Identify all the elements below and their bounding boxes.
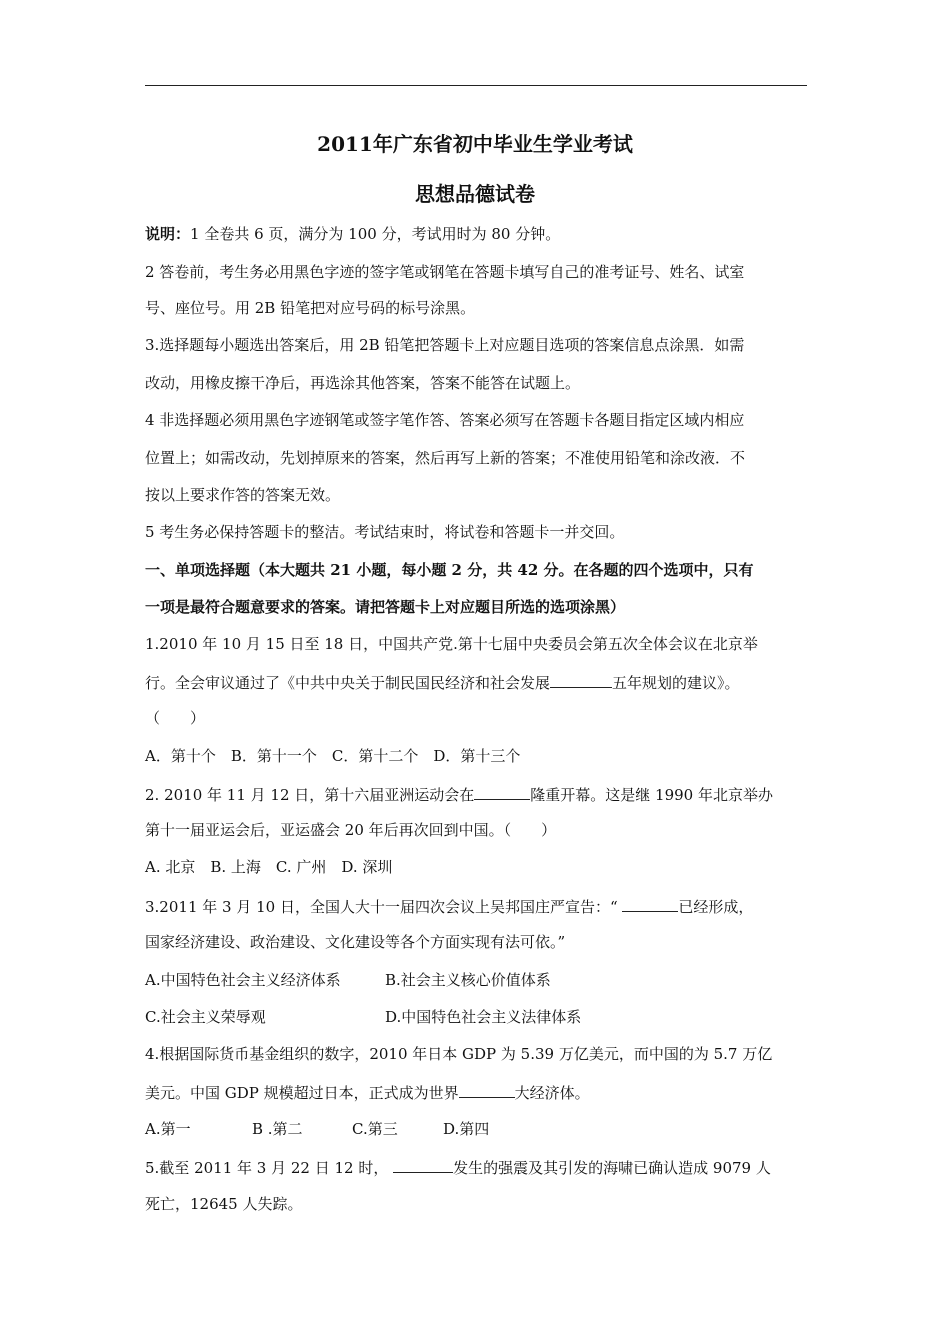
q5-line-a [145, 1156, 810, 1178]
section1-header-a: 一、单项选择题（本大题共 21 小题，每小题 2 分，共 42 分。在各题的四个选项中，只有 [145, 561, 754, 579]
q4-option-b: B .第二 [252, 1120, 303, 1138]
q4-line-b-pre: 美元。中国 GDP 规模超过日本，正式成为世界 [145, 1084, 459, 1102]
q4-line-a: 4.根据国际货币基金组织的数字，2010 年日本 GDP 为 5.39 万亿美元，而中国的为 5.7 万亿 [145, 1045, 773, 1063]
q5-line-a-post: 发生的强震及其引发的海啸已确认造成 9079 人 [453, 1159, 771, 1177]
q3-line-a [145, 895, 810, 917]
header-rule [145, 85, 807, 86]
q3-option-c: C.社会主义荣辱观 [145, 1008, 266, 1026]
q2-line-a-pre: 2. 2010 年 11 月 12 日，第十六届亚洲运动会在 [145, 786, 475, 804]
q3-option-a: A.中国特色社会主义经济体系 [145, 971, 341, 989]
q1-options: A．第十个 B．第十一个 C．第十二个 D．第十三个 [145, 747, 521, 765]
q4-answer-blank [459, 1081, 515, 1098]
instructions-label: 说明： [145, 225, 191, 243]
q3-line-b: 国家经济建设、政治建设、文化建设等各个方面实现有法可依。” [145, 933, 566, 951]
q1-line-b-post: 五年规划的建议》。 [612, 674, 740, 692]
q1-line-b-pre: 行。全会审议通过了《中共中央关于制民国民经济和社会发展 [145, 674, 551, 692]
exam-subtitle: 思想品德试卷 [415, 182, 535, 206]
instruction-3a: 3.选择题每小题选出答案后，用 2B 铅笔把答题卡上对应题目选项的答案信息点涂黑．如需 [145, 336, 745, 354]
section1-header-b: 一项是最符合题意要求的答案。请把答题卡上对应题目所选的选项涂黑） [145, 598, 626, 616]
q5-line-a-pre: 5.截至 2011 年 3 月 22 日 12 时， [145, 1159, 394, 1177]
q5-answer-blank [393, 1156, 453, 1173]
q2-line-a [145, 783, 810, 805]
instruction-2a: 2 答卷前，考生务必用黑色字迹的签字笔或钢笔在答题卡填写自己的准考证号、姓名、试室 [145, 263, 745, 281]
q2-line-a-post: 隆重开幕。这是继 1990 年北京举办 [530, 786, 773, 804]
q2-options: A. 北京 B. 上海 C. 广州 D. 深圳 [145, 858, 393, 876]
q2-answer-blank [474, 783, 530, 800]
instruction-1 [145, 224, 810, 244]
instruction-4a: 4 非选择题必须用黑色字迹钢笔或签字笔作答、答案必须写在答题卡各题目指定区域内相应 [145, 411, 745, 429]
q3-line-a-post: 已经形成， [678, 898, 754, 916]
instruction-4b: 位置上；如需改动，先划掉原来的答案，然后再写上新的答案；不准使用铅笔和涂改液．不 [145, 449, 746, 467]
q4-option-a: A.第一 [145, 1120, 191, 1138]
q4-line-b-post: 大经济体。 [514, 1084, 590, 1102]
instruction-4c: 按以上要求作答的答案无效。 [145, 486, 341, 504]
exam-title: 2011年广东省初中毕业生学业考试 [317, 132, 633, 156]
instruction-2b: 号、座位号。用 2B 铅笔把对应号码的标号涂黑。 [145, 299, 476, 317]
q3-answer-blank [622, 895, 678, 912]
q1-line-b [145, 671, 810, 693]
q4-line-b [145, 1081, 810, 1103]
instruction-1-text: 1 全卷共 6 页，满分为 100 分，考试用时为 80 分钟。 [190, 225, 561, 243]
q5-line-b: 死亡，12645 人失踪。 [145, 1195, 303, 1213]
q1-line-a: 1.2010 年 10 月 15 日至 18 日，中国共产党.第十七届中央委员会第五次全体会议在北京举 [145, 635, 758, 653]
q2-line-b: 第十一届亚运会后，亚运盛会 20 年后再次回到中国。（ ） [145, 821, 557, 839]
q3-option-d: D.中国特色社会主义法律体系 [385, 1008, 582, 1026]
q1-answer-blank [550, 671, 612, 688]
instruction-5: 5 考生务必保持答题卡的整洁。考试结束时，将试卷和答题卡一并交回。 [145, 523, 625, 541]
q4-option-c: C.第三 [352, 1120, 398, 1138]
q4-option-d: D.第四 [443, 1120, 490, 1138]
q1-answer-paren: （ ） [145, 709, 206, 727]
instruction-3b: 改动，用橡皮擦干净后，再选涂其他答案，答案不能答在试题上。 [145, 374, 581, 392]
q3-line-a-pre: 3.2011 年 3 月 10 日，全国人大十一届四次会议上吴邦国庄严宣告：“ [145, 898, 623, 916]
q3-option-b: B.社会主义核心价值体系 [385, 971, 551, 989]
